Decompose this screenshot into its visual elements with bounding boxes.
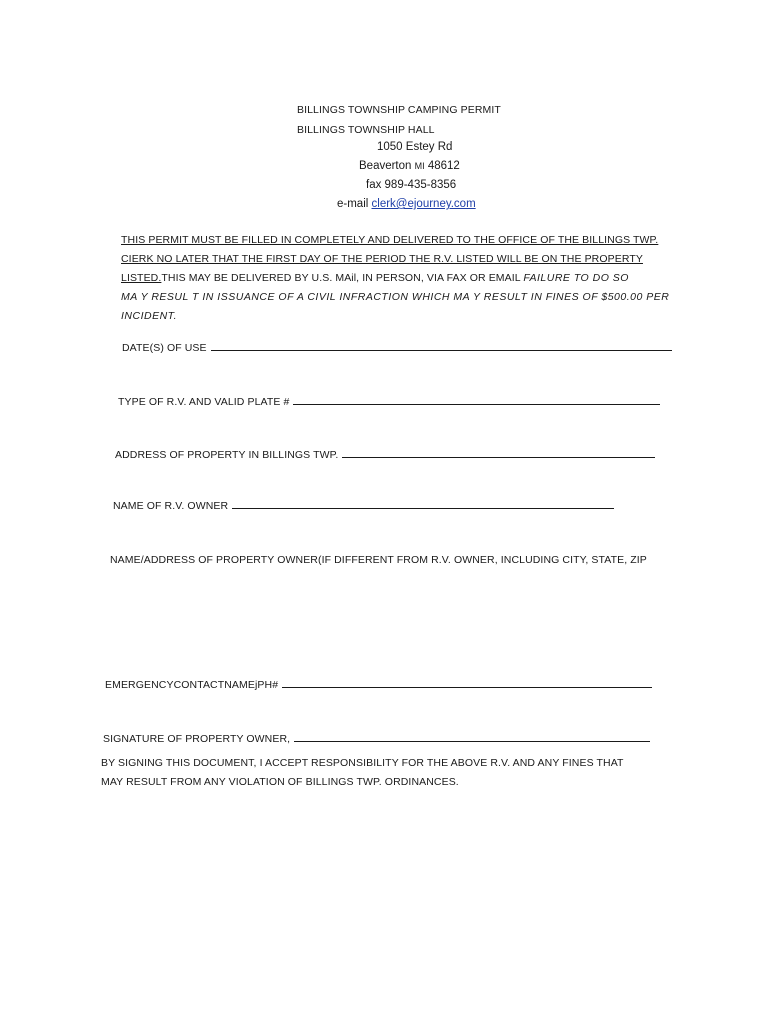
dates-of-use-line[interactable] xyxy=(211,340,672,351)
property-address-line[interactable] xyxy=(342,447,655,458)
street-address: 1050 Estey Rd xyxy=(377,141,453,153)
signature-label: SIGNATURE OF PROPERTY OWNER, xyxy=(103,733,291,745)
property-owner-label: NAME/ADDRESS OF PROPERTY OWNER(IF DIFFERENT FROM R.V. OWNER, INCLUDING CITY, STATE, ZIP xyxy=(110,554,647,566)
rv-owner-label: NAME OF R.V. OWNER xyxy=(113,500,229,512)
zip: 48612 xyxy=(427,160,460,172)
notice-line-4: MA Y RESUL T IN ISSUANCE OF A CIVIL INFRACTION WHICH MA Y RESULT IN FINES OF $500.00 PER xyxy=(121,291,670,303)
acknowledgement-line-2: MAY RESULT FROM ANY VIOLATION OF BILLINGS TWP. ORDINANCES. xyxy=(101,776,459,788)
notice-line-5: INCIDENT. xyxy=(121,310,178,322)
notice-failure: FAILURE TO DO SO xyxy=(523,272,629,284)
email-label: e-mail xyxy=(337,198,369,210)
email-line xyxy=(337,198,476,210)
email-link[interactable]: clerk@ejourney.com xyxy=(371,198,476,210)
property-address-row xyxy=(115,447,655,461)
city-state-zip xyxy=(359,160,460,172)
notice-listed: LISTED. xyxy=(121,272,162,284)
acknowledgement xyxy=(101,754,624,792)
notice-delivery: THIS MAY BE DELIVERED BY U.S. MAil, IN PERSON, VIA FAX OR EMAIL xyxy=(161,272,521,284)
city: Beaverton xyxy=(359,160,412,172)
dates-of-use-row xyxy=(122,340,672,354)
property-address-label: ADDRESS OF PROPERTY IN BILLINGS TWP. xyxy=(115,449,339,461)
township-hall: BILLINGS TOWNSHIP HALL xyxy=(297,124,435,136)
notice-line-3 xyxy=(121,269,669,288)
permit-title: BILLINGS TOWNSHIP CAMPING PERMIT xyxy=(297,104,501,116)
emergency-contact-label: EMERGENCYCONTACTNAMEjPH# xyxy=(105,679,279,691)
emergency-contact-line[interactable] xyxy=(282,677,652,688)
emergency-contact-row xyxy=(105,677,652,691)
rv-owner-row xyxy=(113,498,614,512)
rv-type-row xyxy=(118,394,660,408)
rv-type-label: TYPE OF R.V. AND VALID PLATE # xyxy=(118,396,290,408)
notice-line-2: CIERK NO LATER THAT THE FIRST DAY OF THE PERIOD THE R.V. LISTED WILL BE ON THE PROPERTY xyxy=(121,253,643,265)
notice-paragraph xyxy=(121,231,669,326)
signature-row xyxy=(103,731,650,745)
signature-line[interactable] xyxy=(294,731,650,742)
rv-owner-line[interactable] xyxy=(232,498,614,509)
fax-number: fax 989-435-8356 xyxy=(366,179,457,191)
state: MI xyxy=(414,161,425,171)
dates-of-use-label: DATE(S) OF USE xyxy=(122,342,207,354)
notice-line-1: THIS PERMIT MUST BE FILLED IN COMPLETELY AND DELIVERED TO THE OFFICE OF THE BILLINGS TWP. xyxy=(121,234,659,246)
rv-type-line[interactable] xyxy=(293,394,660,405)
acknowledgement-line-1: BY SIGNING THIS DOCUMENT, I ACCEPT RESPONSIBILITY FOR THE ABOVE R.V. AND ANY FINES THAT xyxy=(101,757,624,769)
